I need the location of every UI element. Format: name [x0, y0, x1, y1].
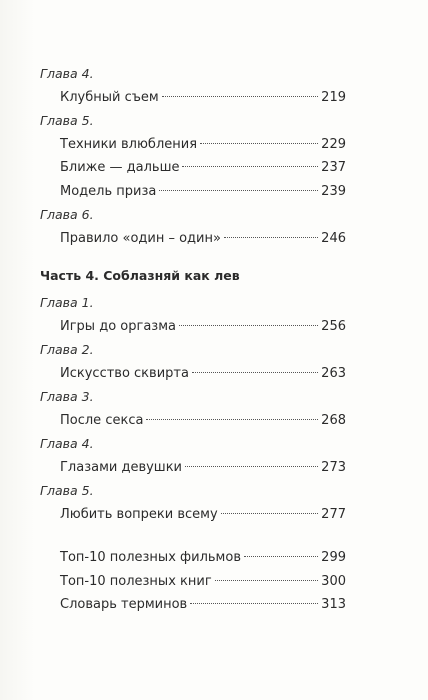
- chapter-heading: Глава 5.: [40, 483, 94, 498]
- dot-leader: [182, 152, 318, 167]
- toc-group-appendix: [40, 546, 346, 617]
- dot-leader: [215, 566, 319, 581]
- dot-leader: [159, 176, 318, 191]
- entry-page-number: 313: [321, 597, 346, 612]
- toc-entry: [40, 456, 346, 480]
- entry-page-number: 273: [321, 459, 346, 475]
- entry-page-number: 299: [321, 550, 346, 565]
- entry-title: Клубный съем: [60, 89, 159, 105]
- dot-leader: [192, 358, 318, 373]
- table-of-contents: [40, 62, 346, 617]
- dot-leader: [244, 542, 318, 557]
- entry-page-number: 263: [321, 365, 346, 381]
- dot-leader: [185, 452, 318, 467]
- toc-entry: [40, 227, 346, 251]
- entry-title: Любить вопреки всему: [60, 506, 218, 522]
- toc-group-part4: [40, 291, 346, 526]
- part-heading: Часть 4. Соблазняй как лев: [40, 268, 240, 283]
- entry-title: Модель приза: [60, 183, 157, 199]
- entry-title: Глазами девушки: [60, 459, 183, 475]
- dot-leader: [162, 82, 318, 97]
- entry-title: Топ-10 полезных книг: [60, 573, 212, 589]
- entry-page-number: 268: [321, 412, 346, 428]
- dot-leader: [179, 311, 318, 326]
- entry-title: Игры до оргазма: [60, 318, 176, 334]
- entry-title: Ближе — дальше: [60, 160, 180, 175]
- toc-entry: [40, 180, 346, 204]
- chapter-heading: Глава 2.: [40, 342, 94, 357]
- dot-leader: [221, 499, 319, 514]
- toc-entry: [40, 315, 346, 339]
- entry-title: Искусство сквирта: [60, 365, 189, 381]
- entry-title: Топ-10 полезных фильмов: [60, 550, 241, 565]
- entry-page-number: 246: [321, 230, 346, 246]
- toc-entry: [40, 503, 346, 527]
- toc-entry: [40, 593, 346, 617]
- toc-entry: [40, 362, 346, 386]
- toc-entry: [40, 86, 346, 110]
- entry-page-number: 300: [321, 573, 346, 589]
- entry-page-number: 237: [321, 160, 346, 175]
- chapter-heading: Глава 3.: [40, 389, 94, 404]
- entry-title: Словарь терминов: [60, 597, 188, 612]
- entry-page-number: 239: [321, 183, 346, 199]
- chapter-heading: Глава 4.: [40, 436, 94, 451]
- entry-title: Правило «один – один»: [60, 230, 221, 246]
- chapter-heading: Глава 1.: [40, 295, 94, 310]
- chapter-heading: Глава 4.: [40, 66, 94, 81]
- dot-leader: [200, 129, 318, 144]
- entry-page-number: 277: [321, 506, 346, 522]
- chapter-heading: Глава 5.: [40, 113, 94, 128]
- dot-leader: [224, 223, 318, 238]
- entry-title: Техники влюбления: [60, 136, 198, 152]
- entry-page-number: 229: [321, 136, 346, 152]
- toc-group-part3: [40, 62, 346, 250]
- entry-title: После секса: [60, 412, 144, 428]
- dot-leader: [146, 405, 318, 420]
- entry-page-number: 219: [321, 89, 346, 105]
- dot-leader: [190, 589, 318, 604]
- toc-entry: [40, 409, 346, 433]
- chapter-heading: Глава 6.: [40, 207, 94, 222]
- entry-page-number: 256: [321, 318, 346, 334]
